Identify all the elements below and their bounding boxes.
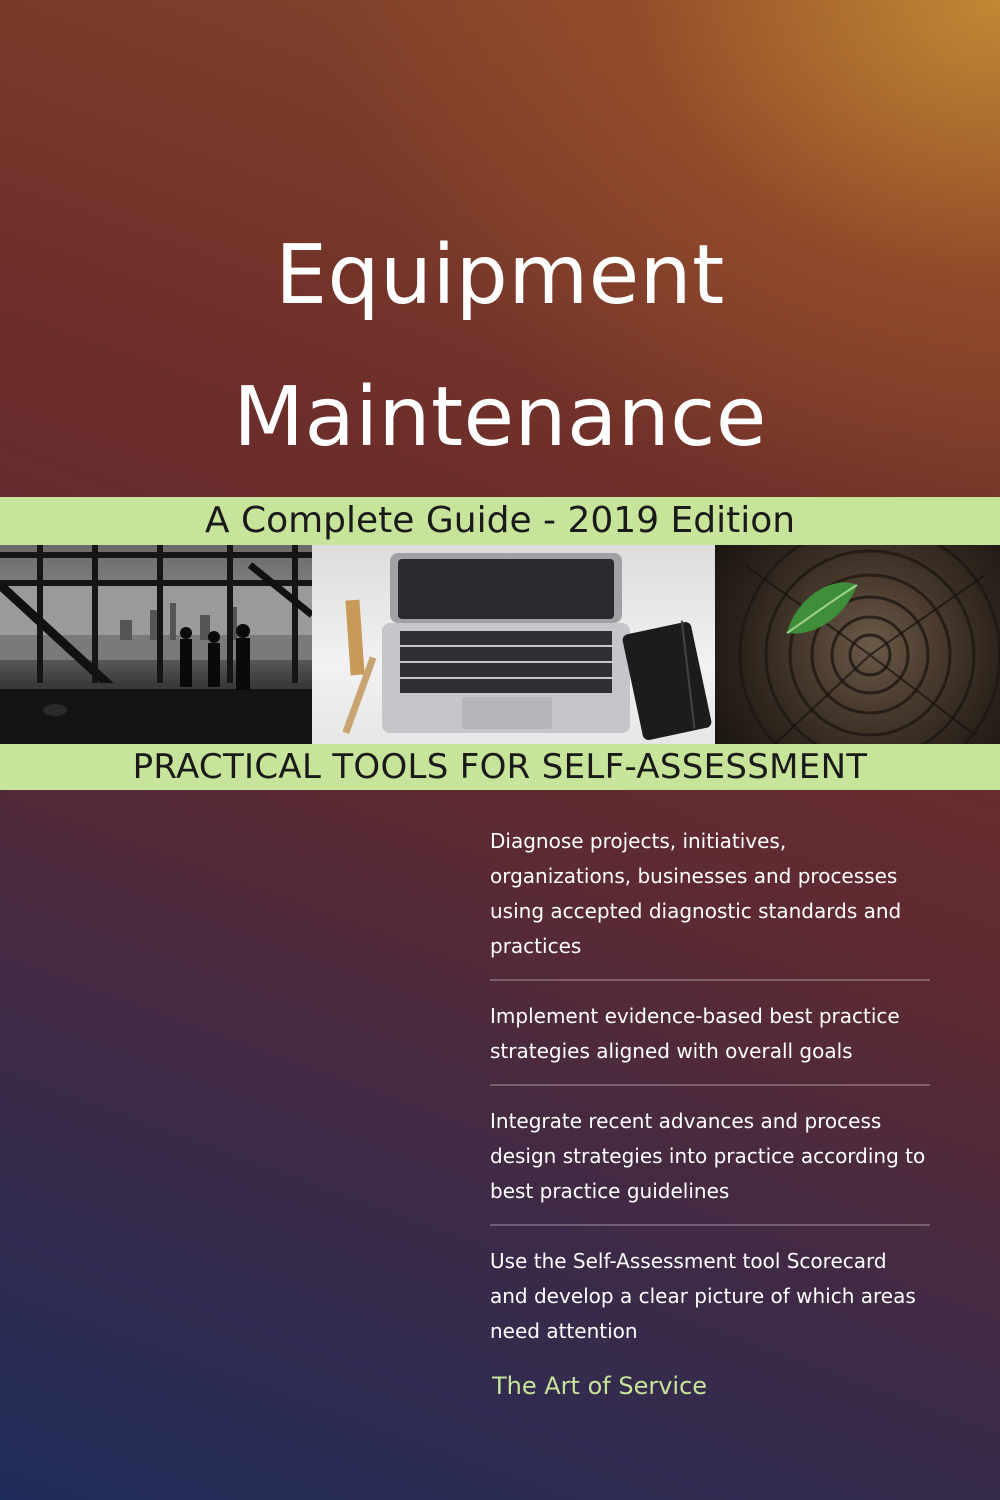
feature-item: Use the Self-Assessment tool Scorecard and develop a clear picture of which areas need attention [490,1249,916,1343]
publisher-name: The Art of Service [492,1372,708,1400]
photo-strip [0,545,1000,744]
book-title [0,205,1000,489]
subtitle-band: A Complete Guide - 2019 Edition [0,497,1000,545]
feature-list [490,824,930,1382]
book-title-line-1: Equipment [275,227,725,323]
tagline-band: PRACTICAL TOOLS FOR SELF-ASSESSMENT [0,744,1000,790]
feature-item: Integrate recent advances and process design strategies into practice according to best practice guidelines [490,1104,930,1226]
feature-item: Implement evidence-based best practice strategies aligned with overall goals [490,999,930,1086]
office-silhouettes-photo [0,545,312,744]
tree-rings-leaf-photo [715,545,1000,744]
feature-item: Diagnose projects, initiatives, organizations, businesses and processes using accepted diagnostic standards and practices [490,824,930,981]
book-title-line-2: Maintenance [233,369,767,465]
laptop-desk-photo [312,545,715,744]
